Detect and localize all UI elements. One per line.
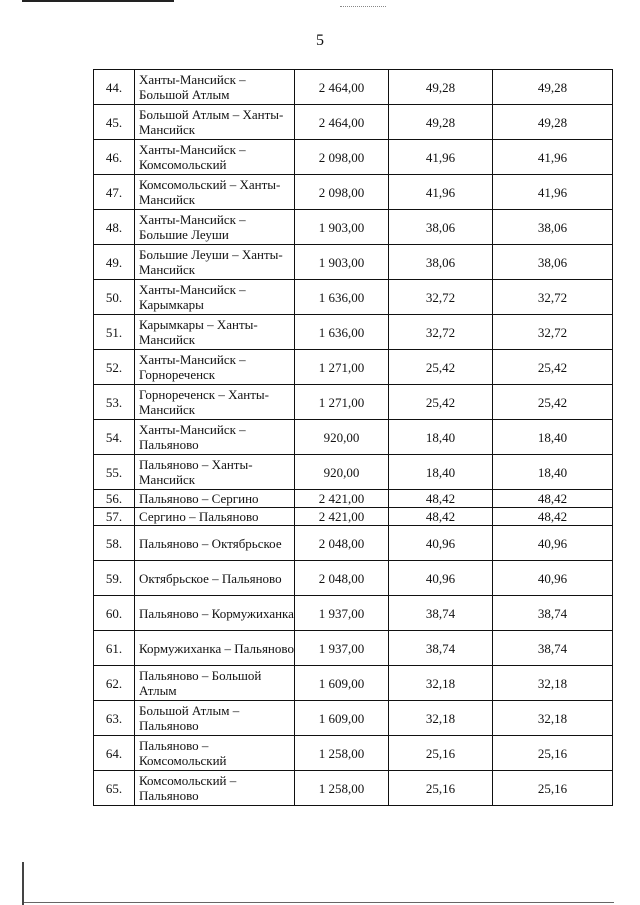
distance-cell: 2 098,00	[295, 175, 389, 210]
value-cell: 49,28	[389, 105, 493, 140]
value-cell: 32,18	[389, 666, 493, 701]
distance-cell: 1 903,00	[295, 245, 389, 280]
value-cell: 25,16	[493, 736, 613, 771]
route-name: Пальяново – Октябрьское	[135, 526, 295, 561]
row-number: 50.	[94, 280, 135, 315]
table-row	[94, 420, 613, 455]
distance-cell: 2 048,00	[295, 526, 389, 561]
distance-cell: 1 271,00	[295, 385, 389, 420]
table-row	[94, 350, 613, 385]
route-name: Пальяново – Сергино	[135, 490, 295, 508]
table-row	[94, 666, 613, 701]
value-cell: 25,42	[389, 350, 493, 385]
value-cell: 40,96	[389, 561, 493, 596]
value-cell: 18,40	[493, 420, 613, 455]
distance-cell: 1 271,00	[295, 350, 389, 385]
value-cell: 41,96	[493, 140, 613, 175]
route-name: Пальяново – Комсомольский	[135, 736, 295, 771]
margin-mark	[22, 862, 24, 905]
table-row	[94, 490, 613, 508]
table-body	[94, 70, 613, 806]
value-cell: 49,28	[493, 105, 613, 140]
row-number: 57.	[94, 508, 135, 526]
table-row	[94, 245, 613, 280]
row-number: 55.	[94, 455, 135, 490]
value-cell: 25,16	[493, 771, 613, 806]
value-cell: 48,42	[389, 508, 493, 526]
route-name: Ханты-Мансийск – Большой Атлым	[135, 70, 295, 105]
route-name: Ханты-Мансийск – Карымкары	[135, 280, 295, 315]
value-cell: 25,16	[389, 736, 493, 771]
table-row	[94, 771, 613, 806]
value-cell: 18,40	[389, 455, 493, 490]
value-cell: 32,72	[493, 280, 613, 315]
route-name: Большие Леуши – Ханты-Мансийск	[135, 245, 295, 280]
distance-cell: 2 421,00	[295, 490, 389, 508]
table-row	[94, 508, 613, 526]
distance-cell: 2 098,00	[295, 140, 389, 175]
page-number: 5	[316, 32, 324, 49]
distance-cell: 920,00	[295, 420, 389, 455]
table-row	[94, 631, 613, 666]
distance-cell: 1 258,00	[295, 771, 389, 806]
distance-cell: 1 636,00	[295, 280, 389, 315]
table-row	[94, 736, 613, 771]
value-cell: 38,06	[493, 245, 613, 280]
table-row	[94, 596, 613, 631]
value-cell: 49,28	[389, 70, 493, 105]
route-name: Пальяново – Ханты-Мансийск	[135, 455, 295, 490]
row-number: 51.	[94, 315, 135, 350]
value-cell: 48,42	[493, 508, 613, 526]
distance-cell: 1 937,00	[295, 596, 389, 631]
distance-cell: 2 421,00	[295, 508, 389, 526]
value-cell: 41,96	[389, 140, 493, 175]
value-cell: 32,72	[389, 280, 493, 315]
row-number: 61.	[94, 631, 135, 666]
row-number: 45.	[94, 105, 135, 140]
row-number: 59.	[94, 561, 135, 596]
route-name: Сергино – Пальяново	[135, 508, 295, 526]
route-name: Ханты-Мансийск – Комсомольский	[135, 140, 295, 175]
value-cell: 48,42	[389, 490, 493, 508]
table-row	[94, 140, 613, 175]
value-cell: 41,96	[389, 175, 493, 210]
table-row	[94, 105, 613, 140]
route-name: Октябрьское – Пальяново	[135, 561, 295, 596]
table-row	[94, 455, 613, 490]
table-row	[94, 175, 613, 210]
value-cell: 41,96	[493, 175, 613, 210]
value-cell: 32,18	[389, 701, 493, 736]
value-cell: 38,06	[389, 210, 493, 245]
route-name: Карымкары – Ханты-Мансийск	[135, 315, 295, 350]
table-row	[94, 315, 613, 350]
value-cell: 32,72	[493, 315, 613, 350]
value-cell: 38,06	[493, 210, 613, 245]
row-number: 46.	[94, 140, 135, 175]
row-number: 49.	[94, 245, 135, 280]
distance-cell: 1 609,00	[295, 701, 389, 736]
route-name: Пальяново – Кормужиханка	[135, 596, 295, 631]
table-row	[94, 385, 613, 420]
distance-cell: 2 464,00	[295, 105, 389, 140]
value-cell: 38,74	[389, 631, 493, 666]
route-name: Большой Атлым – Пальяново	[135, 701, 295, 736]
value-cell: 38,74	[493, 596, 613, 631]
route-name: Комсомольский – Пальяново	[135, 771, 295, 806]
value-cell: 38,74	[389, 596, 493, 631]
value-cell: 49,28	[493, 70, 613, 105]
distance-cell: 1 609,00	[295, 666, 389, 701]
value-cell: 40,96	[389, 526, 493, 561]
row-number: 44.	[94, 70, 135, 105]
row-number: 64.	[94, 736, 135, 771]
distance-cell: 1 903,00	[295, 210, 389, 245]
distance-cell: 920,00	[295, 455, 389, 490]
route-name: Ханты-Мансийск – Пальяново	[135, 420, 295, 455]
value-cell: 48,42	[493, 490, 613, 508]
row-number: 54.	[94, 420, 135, 455]
distance-cell: 1 937,00	[295, 631, 389, 666]
row-number: 58.	[94, 526, 135, 561]
table-row	[94, 210, 613, 245]
distance-cell: 1 636,00	[295, 315, 389, 350]
row-number: 56.	[94, 490, 135, 508]
top-rule	[22, 0, 174, 2]
route-name: Большой Атлым – Ханты-Мансийск	[135, 105, 295, 140]
value-cell: 25,42	[389, 385, 493, 420]
route-name: Горнореченск – Ханты-Мансийск	[135, 385, 295, 420]
table-row	[94, 561, 613, 596]
row-number: 48.	[94, 210, 135, 245]
value-cell: 25,42	[493, 350, 613, 385]
route-name: Пальяново – Большой Атлым	[135, 666, 295, 701]
row-number: 52.	[94, 350, 135, 385]
header-mark	[340, 0, 386, 7]
distance-cell: 2 464,00	[295, 70, 389, 105]
value-cell: 32,72	[389, 315, 493, 350]
route-name: Кормужиханка – Пальяново	[135, 631, 295, 666]
value-cell: 40,96	[493, 526, 613, 561]
route-name: Комсомольский – Ханты-Мансийск	[135, 175, 295, 210]
tariff-table	[93, 69, 613, 806]
value-cell: 32,18	[493, 666, 613, 701]
row-number: 63.	[94, 701, 135, 736]
row-number: 47.	[94, 175, 135, 210]
table-row	[94, 70, 613, 105]
row-number: 53.	[94, 385, 135, 420]
value-cell: 38,06	[389, 245, 493, 280]
value-cell: 25,16	[389, 771, 493, 806]
value-cell: 25,42	[493, 385, 613, 420]
value-cell: 18,40	[493, 455, 613, 490]
distance-cell: 1 258,00	[295, 736, 389, 771]
value-cell: 38,74	[493, 631, 613, 666]
table-row	[94, 701, 613, 736]
row-number: 65.	[94, 771, 135, 806]
value-cell: 40,96	[493, 561, 613, 596]
table-row	[94, 280, 613, 315]
distance-cell: 2 048,00	[295, 561, 389, 596]
row-number: 60.	[94, 596, 135, 631]
value-cell: 18,40	[389, 420, 493, 455]
row-number: 62.	[94, 666, 135, 701]
bottom-rule	[24, 902, 614, 903]
route-name: Ханты-Мансийск – Горнореченск	[135, 350, 295, 385]
route-name: Ханты-Мансийск – Большие Леуши	[135, 210, 295, 245]
table-row	[94, 526, 613, 561]
value-cell: 32,18	[493, 701, 613, 736]
